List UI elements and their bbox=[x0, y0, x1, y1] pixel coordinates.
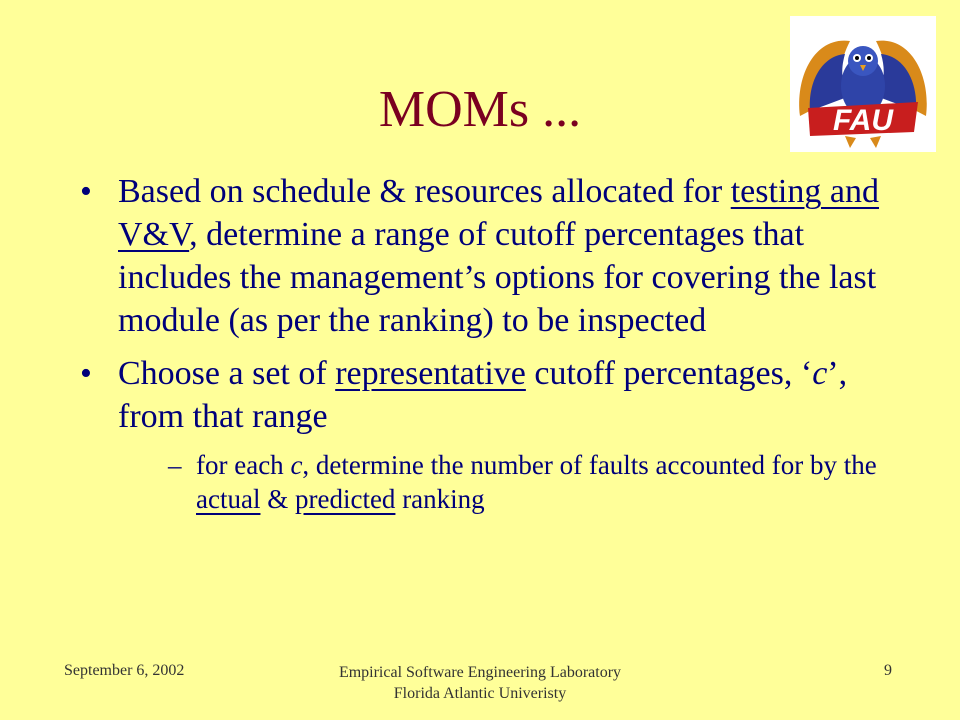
bullet-2-variable: c bbox=[812, 355, 828, 392]
bullet-1-text-b: , determine a range of cutoff percentages that includes the management’s options for covering the last module (as per the ranking) to be inspected bbox=[118, 216, 877, 339]
bullet-2-text-c: ’, from that range bbox=[118, 355, 848, 435]
fau-owl-logo bbox=[790, 16, 936, 152]
bullet-2-text-b: cutoff percentages, ‘ bbox=[525, 355, 813, 392]
sub-predicted: predicted bbox=[294, 484, 396, 514]
footer-lab-line1: Empirical Software Engineering Laboratory bbox=[338, 664, 622, 681]
sub-bullet-dash: – bbox=[168, 450, 182, 480]
logo-lettering: FAU bbox=[833, 104, 893, 137]
sub-text-c: & bbox=[260, 484, 295, 514]
sub-actual: actual bbox=[196, 484, 261, 514]
bullet-2-text-a: Choose a set of bbox=[118, 355, 336, 392]
bullet-2 bbox=[80, 352, 900, 516]
sub-text-d: ranking bbox=[395, 484, 485, 514]
bullet-dot: • bbox=[80, 173, 92, 210]
bullet-1-underlined: testing and V&V bbox=[118, 173, 879, 253]
sub-text-b: , determine the number of faults accounted for by the bbox=[302, 450, 877, 480]
footer-page-number: 9 bbox=[884, 662, 892, 679]
slide-title: MOMs ... bbox=[378, 81, 582, 138]
footer-lab-line2: Florida Atlantic Univeristy bbox=[393, 685, 567, 702]
footer-date: September 6, 2002 bbox=[64, 662, 185, 679]
sub-variable: c bbox=[290, 450, 303, 480]
bullet-dot: • bbox=[80, 355, 92, 392]
sub-text-a: for each bbox=[196, 450, 291, 480]
bullet-list bbox=[80, 170, 900, 526]
bullet-1 bbox=[80, 170, 900, 342]
bullet-2-underlined: representative bbox=[335, 355, 526, 392]
bullet-1-text-a: Based on schedule & resources allocated for bbox=[118, 173, 731, 210]
footer-lab bbox=[250, 662, 710, 704]
sub-bullet bbox=[118, 448, 900, 516]
